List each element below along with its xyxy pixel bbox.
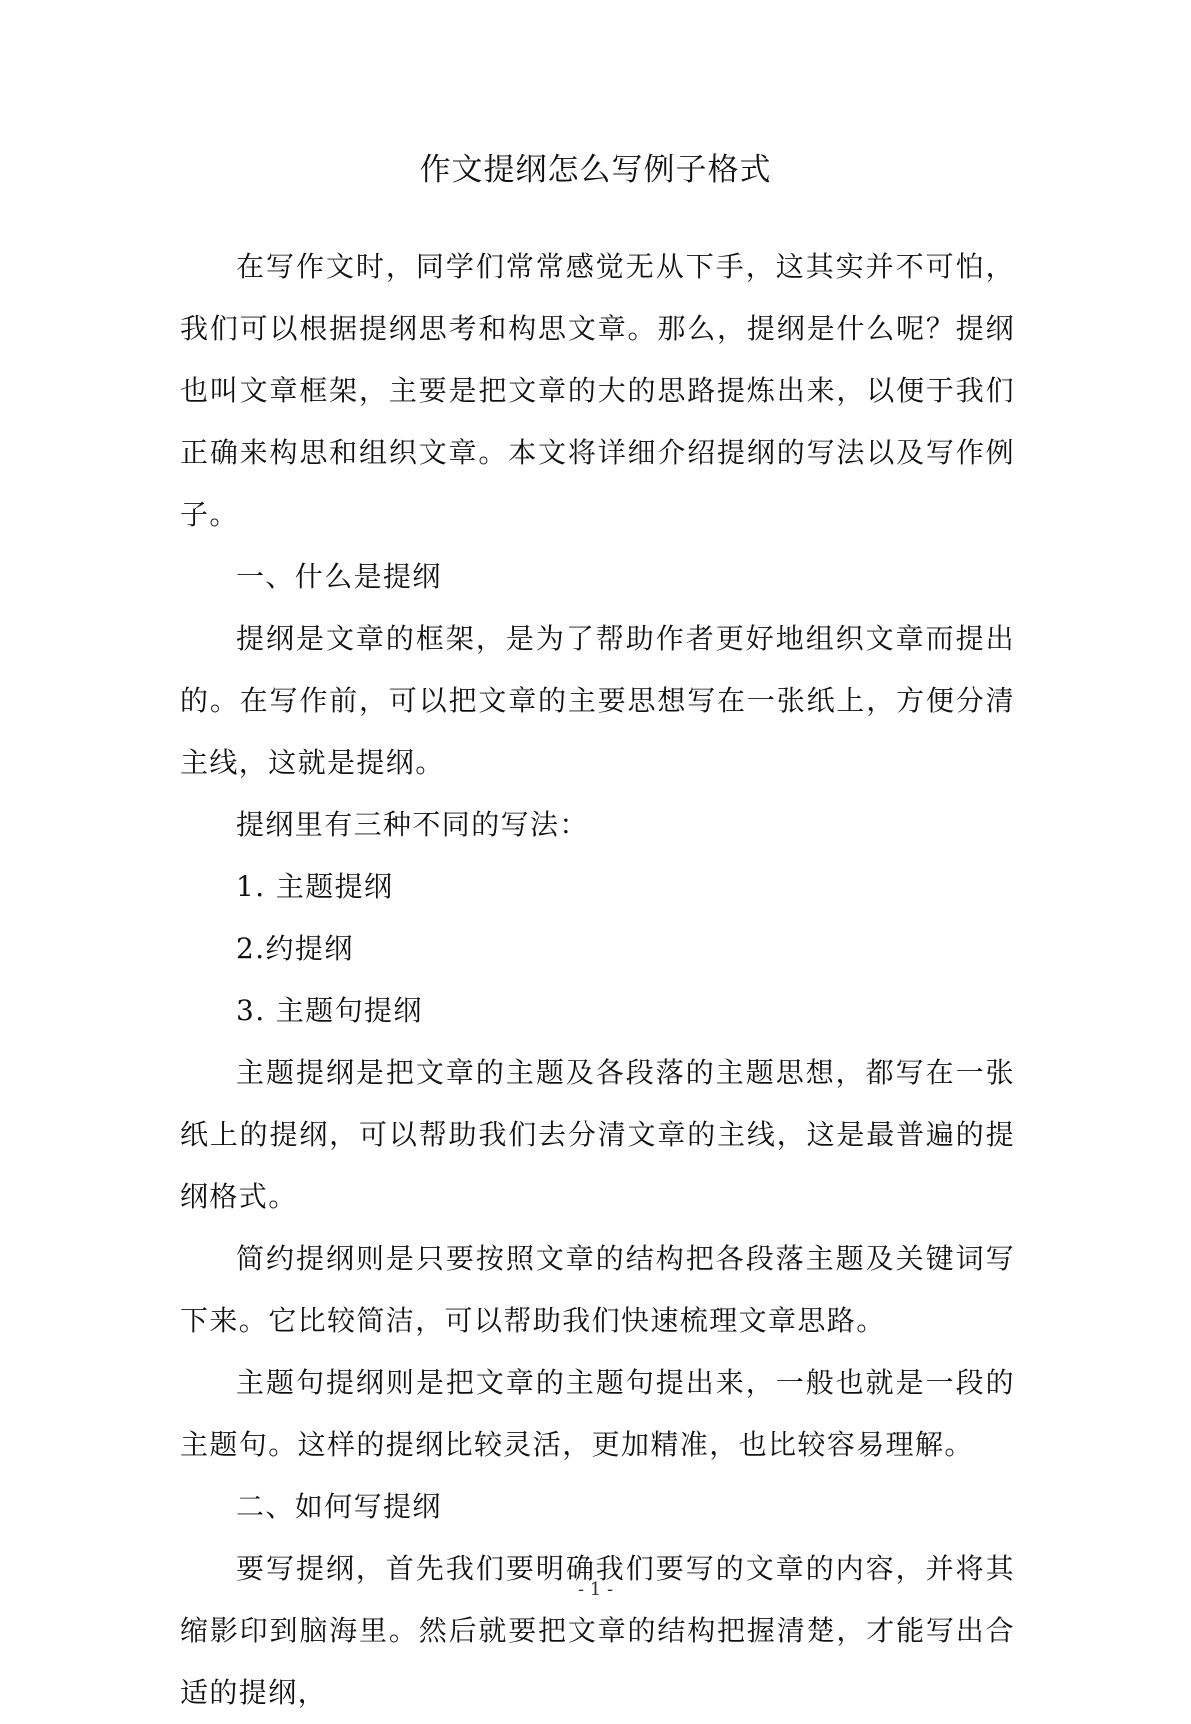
how-to-write-paragraph: 要写提纲，首先我们要明确我们要写的文章的内容，并将其缩影印到脑海里。然后就要把文章的结构把握清楚，才能写出合适的提纲，	[180, 1552, 1015, 1709]
section-heading-what-is-outline: 一、什么是提纲	[236, 560, 442, 593]
outline-definition-paragraph: 提纲是文章的框架，是为了帮助作者更好地组织文章而提出的。在写作前，可以把文章的主要思想写在一张纸上，方便分清主线，这就是提纲。	[180, 622, 1015, 779]
brief-outline-paragraph: 简约提纲则是只要按照文章的结构把各段落主题及关键词写下来。它比较简洁，可以帮助我们快速梳理文章思路。	[180, 1242, 1015, 1337]
intro-paragraph: 在写作文时，同学们常常感觉无从下手，这其实并不可怕，我们可以根据提纲思考和构思文章。那么，提纲是什么呢？提纲也叫文章框架，主要是把文章的大的思路提炼出来，以便于我们正确来构思和组织文章。本文将详细介绍提纲的写法以及写作例子。	[180, 250, 1015, 531]
page-number: - 1 -	[577, 1579, 614, 1600]
topic-sentence-outline-paragraph: 主题句提纲则是把文章的主题句提出来，一般也就是一段的主题句。这样的提纲比较灵活，更加精准，也比较容易理解。	[180, 1366, 1015, 1461]
document-body	[180, 236, 1015, 1724]
outline-types-intro: 提纲里有三种不同的写法：	[236, 808, 589, 841]
list-item-topic-outline: 1. 主题提纲	[236, 870, 394, 903]
list-item-topic-sentence-outline: 3. 主题句提纲	[236, 994, 423, 1027]
section-heading-how-to-write: 二、如何写提纲	[236, 1490, 442, 1523]
list-item-brief-outline: 2.约提纲	[236, 932, 354, 965]
document-title: 作文提纲怎么写例子格式	[419, 152, 772, 188]
topic-outline-paragraph: 主题提纲是把文章的主题及各段落的主题思想，都写在一张纸上的提纲，可以帮助我们去分清文章的主线，这是最普遍的提纲格式。	[180, 1056, 1015, 1213]
